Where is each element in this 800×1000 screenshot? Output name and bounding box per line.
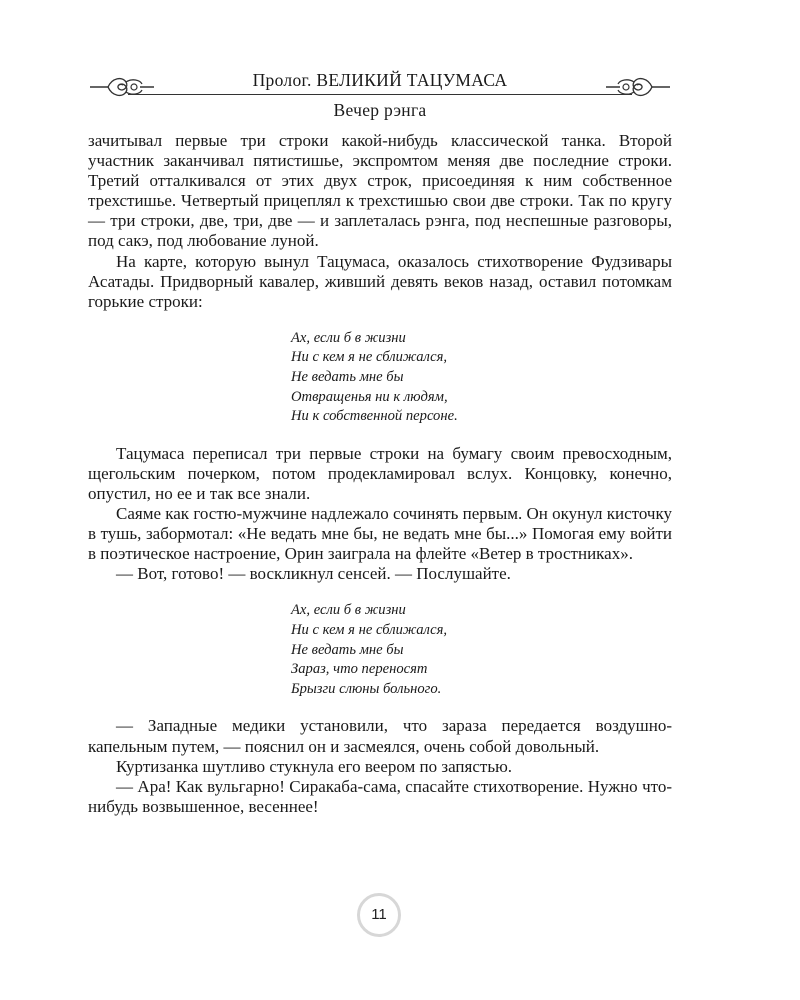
poem-line: Ни к собственной персоне. — [291, 408, 458, 425]
page-number: 11 — [371, 906, 387, 923]
paragraph: Куртизанка шутливо стукнула его веером по запястью. — [116, 756, 513, 776]
left-ornament-icon — [88, 72, 154, 102]
poem-line: Ах, если б в жизни — [291, 602, 406, 619]
poem-line: Не ведать мне бы — [291, 369, 404, 386]
page-body — [88, 131, 672, 817]
header-rule — [128, 94, 632, 95]
running-header — [88, 64, 672, 124]
paragraph: — Западные медики установили, что зараза передается воздушно-капельным путем, — пояснил он и засмеялся, очень собой довольный. — [88, 716, 672, 756]
paragraph: Тацумаса переписал три первые строки на бумагу своим превосходным, щегольским почерком, потом продекламировал вслух. Концовку, конечно, опустил, но ее и так все знали. — [88, 443, 672, 503]
paragraph: На карте, которую вынул Тацумаса, оказалось стихотворение Фудзивары Асатады. Придворный кавалер, живший девять веков назад, оставил потомкам горькие строки: — [88, 251, 672, 311]
paragraph: — Ара! Как вульгарно! Сиракаба-сама, спасайте стихотворение. Нужно что-нибудь возвышенное, весеннее! — [88, 776, 672, 816]
chapter-title: Пролог. ВЕЛИКИЙ ТАЦУМАСА — [252, 70, 508, 90]
page-number-badge — [357, 893, 401, 937]
poem-block — [291, 601, 672, 699]
poem-line: Отвращенья ни к людям, — [291, 388, 448, 405]
paragraph: зачитывал первые три строки какой-нибудь классической танка. Второй участник заканчивал пятистишье, экспромтом меняя две последние строки. Третий отталкивался от этих двух строк, присоединяя к ним собственное трехстишье. Четвертый прицеплял к трехстишью свои две строки. Так по кругу — три строки, две, три, две — и заплеталась рэнга, под неспешные разговоры, под сакэ, под любование луной. — [88, 131, 672, 251]
right-ornament-icon — [606, 72, 672, 102]
poem-line: Ни с кем я не сближался, — [291, 349, 447, 366]
poem-line: Брызги слюны больного. — [291, 680, 442, 697]
poem-line: Ах, если б в жизни — [291, 329, 406, 346]
poem-line: Ни с кем я не сближался, — [291, 622, 447, 639]
poem-block — [291, 329, 672, 427]
poem-line: Зараз, что переносят — [291, 661, 428, 678]
paragraph: Саяме как гостю-мужчине надлежало сочинять первым. Он окунул кисточку в тушь, забормотал: «Не ведать мне бы, не ведать мне бы...» Помогая ему войти в поэтическое настроение, Орин заиграла на флейте «Ветер в тростниках». — [88, 504, 672, 564]
poem-line: Не ведать мне бы — [291, 641, 404, 658]
section-title: Вечер рэнга — [333, 100, 427, 120]
paragraph: — Вот, готово! — воскликнул сенсей. — Послушайте. — [116, 564, 511, 584]
